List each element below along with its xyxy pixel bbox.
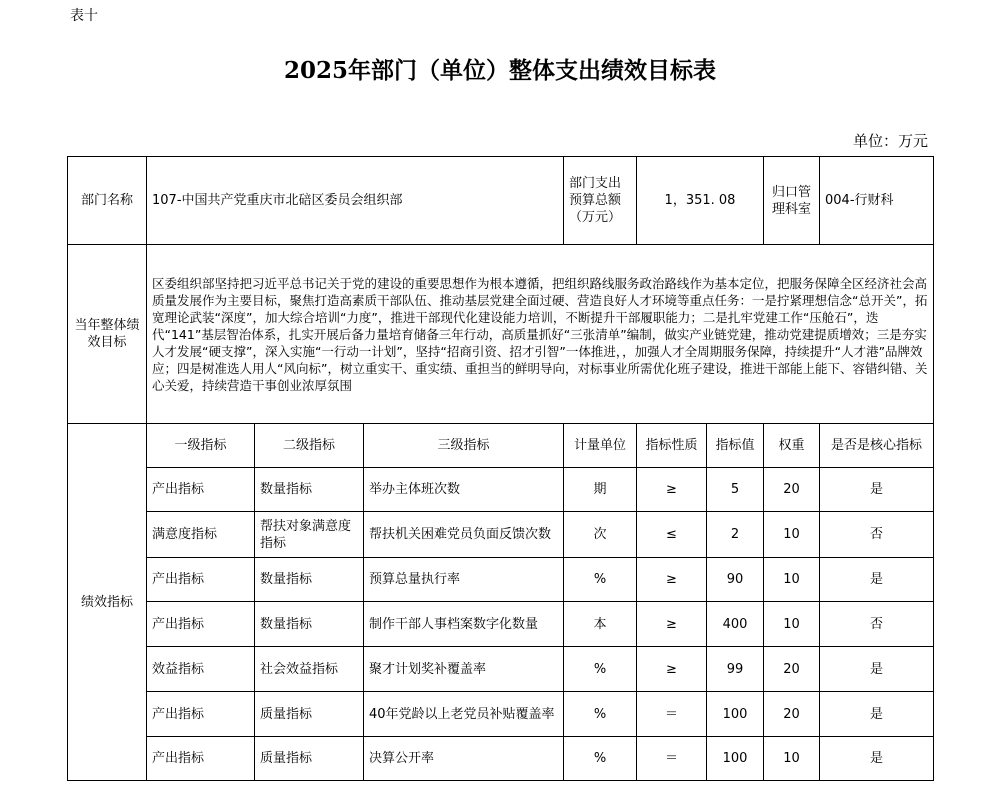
core-cell: 是: [820, 692, 934, 737]
value-cell: 2: [707, 512, 764, 558]
weight-cell: 10: [764, 558, 820, 602]
level3-cell: 聚才计划奖补覆盖率: [364, 647, 564, 692]
table-row: [68, 737, 934, 781]
header-value: 指标值: [707, 424, 764, 468]
level2-cell: 数量指标: [255, 558, 364, 602]
value-cell: 90: [707, 558, 764, 602]
nature-cell: ≤: [637, 512, 707, 558]
nature-cell: ≥: [637, 602, 707, 647]
weight-cell: 10: [764, 737, 820, 781]
performance-table: [67, 156, 934, 781]
value-cell: 5: [707, 468, 764, 512]
level2-cell: 数量指标: [255, 468, 364, 512]
value-cell: 100: [707, 692, 764, 737]
header-weight: 权重: [764, 424, 820, 468]
goal-row: [68, 245, 934, 424]
unit-cell: %: [564, 647, 637, 692]
unit-cell: 期: [564, 468, 637, 512]
level3-cell: 制作干部人事档案数字化数量: [364, 602, 564, 647]
level1-cell: 效益指标: [147, 647, 255, 692]
table-row: [68, 558, 934, 602]
office-value: 004-行财科: [820, 157, 934, 245]
weight-cell: 20: [764, 468, 820, 512]
level3-cell: 40年党龄以上老党员补贴覆盖率: [364, 692, 564, 737]
budget-label: 部门支出预算总额（万元）: [564, 157, 637, 245]
core-cell: 是: [820, 468, 934, 512]
level2-cell: 帮扶对象满意度指标: [255, 512, 364, 558]
nature-cell: ≥: [637, 647, 707, 692]
core-cell: 是: [820, 737, 934, 781]
level1-cell: 产出指标: [147, 558, 255, 602]
table-row: [68, 647, 934, 692]
core-cell: 是: [820, 558, 934, 602]
level2-cell: 质量指标: [255, 692, 364, 737]
level1-cell: 满意度指标: [147, 512, 255, 558]
dept-value: 107-中国共产党重庆市北碚区委员会组织部: [147, 157, 564, 245]
level1-cell: 产出指标: [147, 692, 255, 737]
weight-cell: 20: [764, 692, 820, 737]
level3-cell: 决算公开率: [364, 737, 564, 781]
header-level3: 三级指标: [364, 424, 564, 468]
table-row: [68, 468, 934, 512]
level1-cell: 产出指标: [147, 468, 255, 512]
nature-cell: ＝: [637, 737, 707, 781]
nature-cell: ≥: [637, 468, 707, 512]
core-cell: 否: [820, 602, 934, 647]
level3-cell: 帮扶机关困难党员负面反馈次数: [364, 512, 564, 558]
header-level1: 一级指标: [147, 424, 255, 468]
goal-text: 区委组织部坚持把习近平总书记关于党的建设的重要思想作为根本遵循，把组织路线服务政治路线作为基本定位，把服务保障全区经济社会高质量发展作为主要目标，聚焦打造高素质干部队伍、推动基层党建全面过硬、营造良好人才环境等重点任务：一是拧紧理想信念“总开关”，拓宽理论武装“深度”，加大综合培训“力度”，推进干部现代化建设能力培训，不断提升干部履职能力；二是扎牢党建工作“压舱石”，迭代“141”基层智治体系，扎实开展后备力量培育储备三年行动，高质量抓好“三张清单”编制，做实产业链党建，推动党建提质增效；三是夯实人才发展“硬支撑”，深入实施“一行动一计划”，坚持“招商引资、招才引智”一体推进，，加强人才全周期服务保障，持续提升“人才港”品牌效应；四是树准选人用人“风向标”，树立重实干、重实绩、重担当的鲜明导向，对标事业所需优化班子建设，推进干部能上能下、容错纠错、关心关爱，持续营造干事创业浓厚氛围: [147, 245, 934, 424]
weight-cell: 10: [764, 602, 820, 647]
level1-cell: 产出指标: [147, 602, 255, 647]
info-row: [68, 157, 934, 245]
table-row: [68, 692, 934, 737]
level1-cell: 产出指标: [147, 737, 255, 781]
unit-cell: %: [564, 737, 637, 781]
value-cell: 400: [707, 602, 764, 647]
value-cell: 100: [707, 737, 764, 781]
header-nature: 指标性质: [637, 424, 707, 468]
level2-cell: 社会效益指标: [255, 647, 364, 692]
header-level2: 二级指标: [255, 424, 364, 468]
page-title: 2025年部门（单位）整体支出绩效目标表: [283, 57, 716, 84]
nature-cell: ＝: [637, 692, 707, 737]
indicator-header-row: [68, 424, 934, 468]
nature-cell: ≥: [637, 558, 707, 602]
level2-cell: 质量指标: [255, 737, 364, 781]
table-number: 表十: [70, 8, 98, 24]
core-cell: 否: [820, 512, 934, 558]
unit-label: 单位：万元: [852, 132, 928, 150]
dept-label: 部门名称: [68, 157, 147, 245]
level3-cell: 预算总量执行率: [364, 558, 564, 602]
weight-cell: 20: [764, 647, 820, 692]
table-row: [68, 512, 934, 558]
value-cell: 99: [707, 647, 764, 692]
table-row: [68, 602, 934, 647]
office-label: 归口管理科室: [764, 157, 820, 245]
level3-cell: 举办主体班次数: [364, 468, 564, 512]
budget-value: 1，351. 08: [637, 157, 764, 245]
unit-cell: %: [564, 692, 637, 737]
header-core: 是否是核心指标: [820, 424, 934, 468]
indicator-label: 绩效指标: [68, 424, 147, 781]
header-unit: 计量单位: [564, 424, 637, 468]
unit-cell: 次: [564, 512, 637, 558]
core-cell: 是: [820, 647, 934, 692]
weight-cell: 10: [764, 512, 820, 558]
level2-cell: 数量指标: [255, 602, 364, 647]
goal-label: 当年整体绩效目标: [68, 245, 147, 424]
unit-cell: 本: [564, 602, 637, 647]
unit-cell: %: [564, 558, 637, 602]
